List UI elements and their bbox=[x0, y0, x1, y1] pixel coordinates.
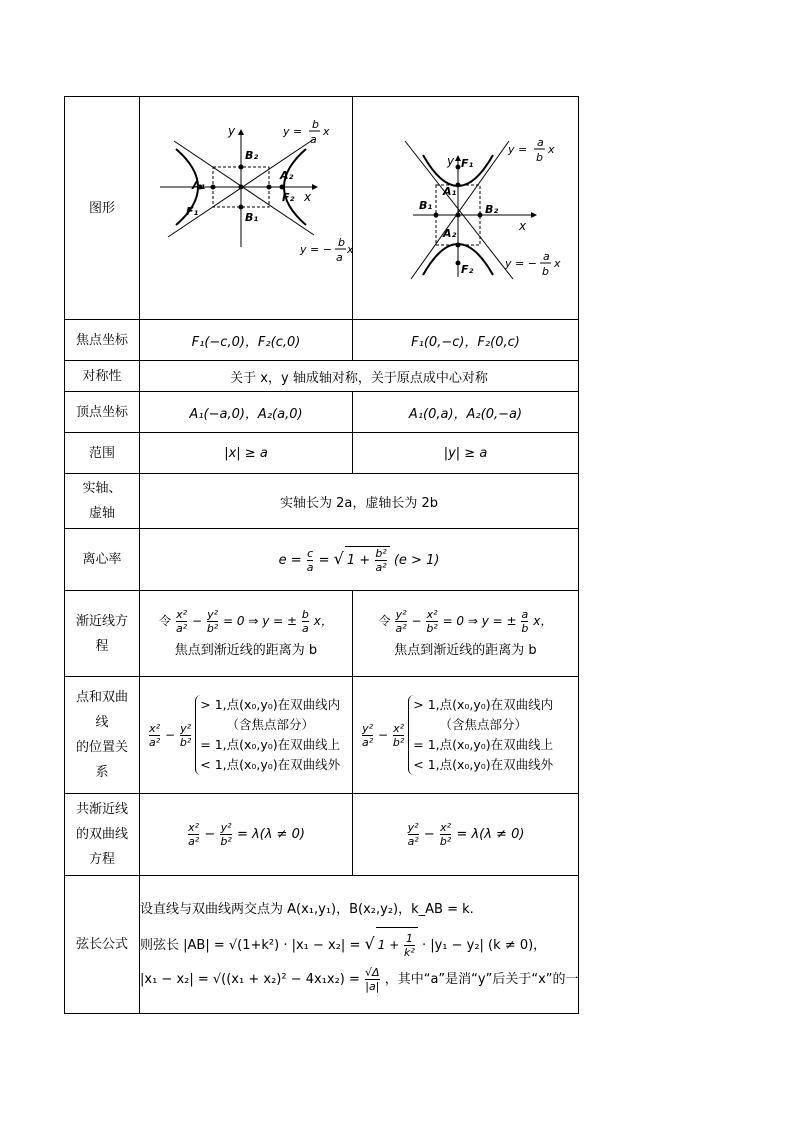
label-chord: 弦长公式 bbox=[65, 876, 140, 1014]
point-position-horizontal: $\frac{\text{x²}}{\text{a²}}$ − $\frac{\text{y²}}{\text{b²}}$ > 1,点(x₀,y₀)在双曲线内 （含焦点部分） = 1,点(x₀,y₀)在双曲线上 < 1,点(x₀,y₀)在双曲线外 bbox=[140, 677, 353, 794]
graph-vertical bbox=[353, 97, 579, 320]
hyperbola-horizontal-figure bbox=[140, 97, 353, 315]
asymptote-horizontal: 令 $\frac{\text{x²}}{\text{a²}}$ − $\frac{\text{y²}}{\text{b²}}$ = 0 ⇒ y = ± $\frac{b}{a}$ x， 焦点到渐近线的距离为 b bbox=[140, 591, 353, 677]
label-range: 范围 bbox=[65, 433, 140, 474]
svg-text:a: a bbox=[310, 133, 317, 146]
svg-text:b: b bbox=[312, 118, 319, 131]
svg-text:a: a bbox=[336, 251, 343, 264]
vertex-horizontal: A₁(−a,0)，A₂(a,0) bbox=[140, 392, 353, 433]
row-point-position bbox=[65, 677, 579, 794]
row-common-asymptote bbox=[65, 794, 579, 876]
hyperbola-vertical-figure bbox=[353, 97, 579, 315]
svg-text:b: b bbox=[542, 265, 549, 278]
range-vertical: |y| ≥ a bbox=[353, 433, 579, 474]
chord-formula bbox=[140, 876, 579, 1014]
chord-line-3: |x₁ − x₂| = √((x₁ + x₂)² − 4x₁x₂) = $\frac{√\Delta}{|a|}$ ，其中“a”是消“y”后关于“x”的一 bbox=[140, 965, 579, 993]
hyperbola-table bbox=[64, 96, 579, 1014]
focus-vertical: F₁(0,−c)，F₂(0,c) bbox=[353, 320, 579, 361]
chord-line-2: 则弦长 |AB| = √(1+k²) · |x₁ − x₂| = √ 1 + $\frac{1}{\text{k²}}$ · |y₁ − y₂| (k ≠ 0)， bbox=[140, 927, 578, 963]
label-asymptote: 渐近线方 程 bbox=[65, 591, 140, 677]
label-a2: A₂ bbox=[280, 169, 294, 182]
label-symmetry: 对称性 bbox=[65, 361, 140, 392]
label-b1: B₁ bbox=[245, 211, 259, 224]
range-horizontal: |x| ≥ a bbox=[140, 433, 353, 474]
label-a2: A₂ bbox=[443, 227, 457, 240]
svg-text:y = −: y = − bbox=[300, 243, 332, 256]
asymptote-vertical: 令 $\frac{\text{y²}}{\text{a²}}$ − $\frac{\text{x²}}{\text{b²}}$ = 0 ⇒ y = ± $\frac{a}{b}$ x， 焦点到渐近线的距离为 b bbox=[353, 591, 579, 677]
asymptote-eq-top bbox=[282, 118, 330, 146]
row-axes bbox=[65, 474, 579, 529]
svg-text:x: x bbox=[347, 243, 353, 256]
label-a1: A₁ bbox=[443, 185, 457, 198]
chord-line-1: 设直线与双曲线两交点为 A(x₁,y₁)，B(x₂,y₂)，k_AB = k. bbox=[140, 901, 474, 917]
asymptote-eq-bottom bbox=[299, 236, 353, 264]
axis-label-x: x bbox=[519, 219, 527, 233]
row-asymptote bbox=[65, 591, 579, 677]
svg-text:a: a bbox=[537, 136, 544, 149]
row-vertex bbox=[65, 392, 579, 433]
svg-text:y = −: y = − bbox=[505, 257, 537, 270]
row-chord bbox=[65, 876, 579, 1014]
row-symmetry bbox=[65, 361, 579, 392]
label-focus: 焦点坐标 bbox=[65, 320, 140, 361]
svg-text:b: b bbox=[338, 236, 345, 249]
common-horizontal: $\frac{\text{x²}}{\text{a²}}$ − $\frac{\text{y²}}{\text{b²}}$ = λ(λ ≠ 0) bbox=[140, 794, 353, 876]
label-a1: A₁ bbox=[192, 179, 206, 192]
label-f1: F₁ bbox=[186, 205, 199, 218]
common-vertical: $\frac{\text{y²}}{\text{a²}}$ − $\frac{\text{x²}}{\text{b²}}$ = λ(λ ≠ 0) bbox=[353, 794, 579, 876]
label-point-position: 点和双曲 线 的位置关 系 bbox=[65, 677, 140, 794]
row-range bbox=[65, 433, 579, 474]
row-eccentricity bbox=[65, 529, 579, 591]
vertex-vertical: A₁(0,a)，A₂(0,−a) bbox=[353, 392, 579, 433]
graph-horizontal bbox=[140, 97, 353, 320]
axis-label-y: y bbox=[447, 154, 455, 168]
label-b2: B₂ bbox=[485, 203, 499, 216]
axis-label-y: y bbox=[228, 124, 236, 138]
label-eccentricity: 离心率 bbox=[65, 529, 140, 591]
asymptote-eq-top bbox=[507, 136, 555, 164]
row-graph bbox=[65, 97, 579, 320]
row-focus bbox=[65, 320, 579, 361]
label-f1: F₁ bbox=[461, 157, 474, 170]
svg-text:y =: y = bbox=[508, 143, 528, 156]
point-position-vertical: $\frac{\text{y²}}{\text{a²}}$ − $\frac{\text{x²}}{\text{b²}}$ > 1,点(x₀,y₀)在双曲线内 （含焦点部分） = 1,点(x₀,y₀)在双曲线上 < 1,点(x₀,y₀)在双曲线外 bbox=[353, 677, 579, 794]
label-f2: F₂ bbox=[461, 263, 474, 276]
svg-text:a: a bbox=[543, 250, 550, 263]
eccentricity-formula: e = $\frac{c}{a}$ = √ 1 + $\frac{\text{b²}}{\text{a²}}$ (e > 1) bbox=[140, 529, 579, 591]
label-b1: B₁ bbox=[419, 199, 433, 212]
label-b2: B₂ bbox=[245, 149, 259, 162]
label-common-asymptote: 共渐近线 的双曲线 方程 bbox=[65, 794, 140, 876]
label-axes: 实轴、 虚轴 bbox=[65, 474, 140, 529]
axes-text: 实轴长为 2a，虚轴长为 2b bbox=[140, 474, 579, 529]
asymptote-eq-bottom bbox=[504, 250, 561, 278]
label-vertex: 顶点坐标 bbox=[65, 392, 140, 433]
symmetry-text: 关于 x，y 轴成轴对称，关于原点成中心对称 bbox=[140, 361, 579, 392]
label-graph: 图形 bbox=[65, 97, 140, 320]
svg-text:x: x bbox=[554, 257, 561, 270]
svg-text:x: x bbox=[548, 143, 555, 156]
svg-text:x: x bbox=[323, 125, 330, 138]
label-f2: F₂ bbox=[282, 191, 295, 204]
focus-horizontal: F₁(−c,0)，F₂(c,0) bbox=[140, 320, 353, 361]
svg-text:y =: y = bbox=[283, 125, 303, 138]
axis-label-x: x bbox=[304, 190, 312, 204]
svg-text:b: b bbox=[536, 151, 543, 164]
